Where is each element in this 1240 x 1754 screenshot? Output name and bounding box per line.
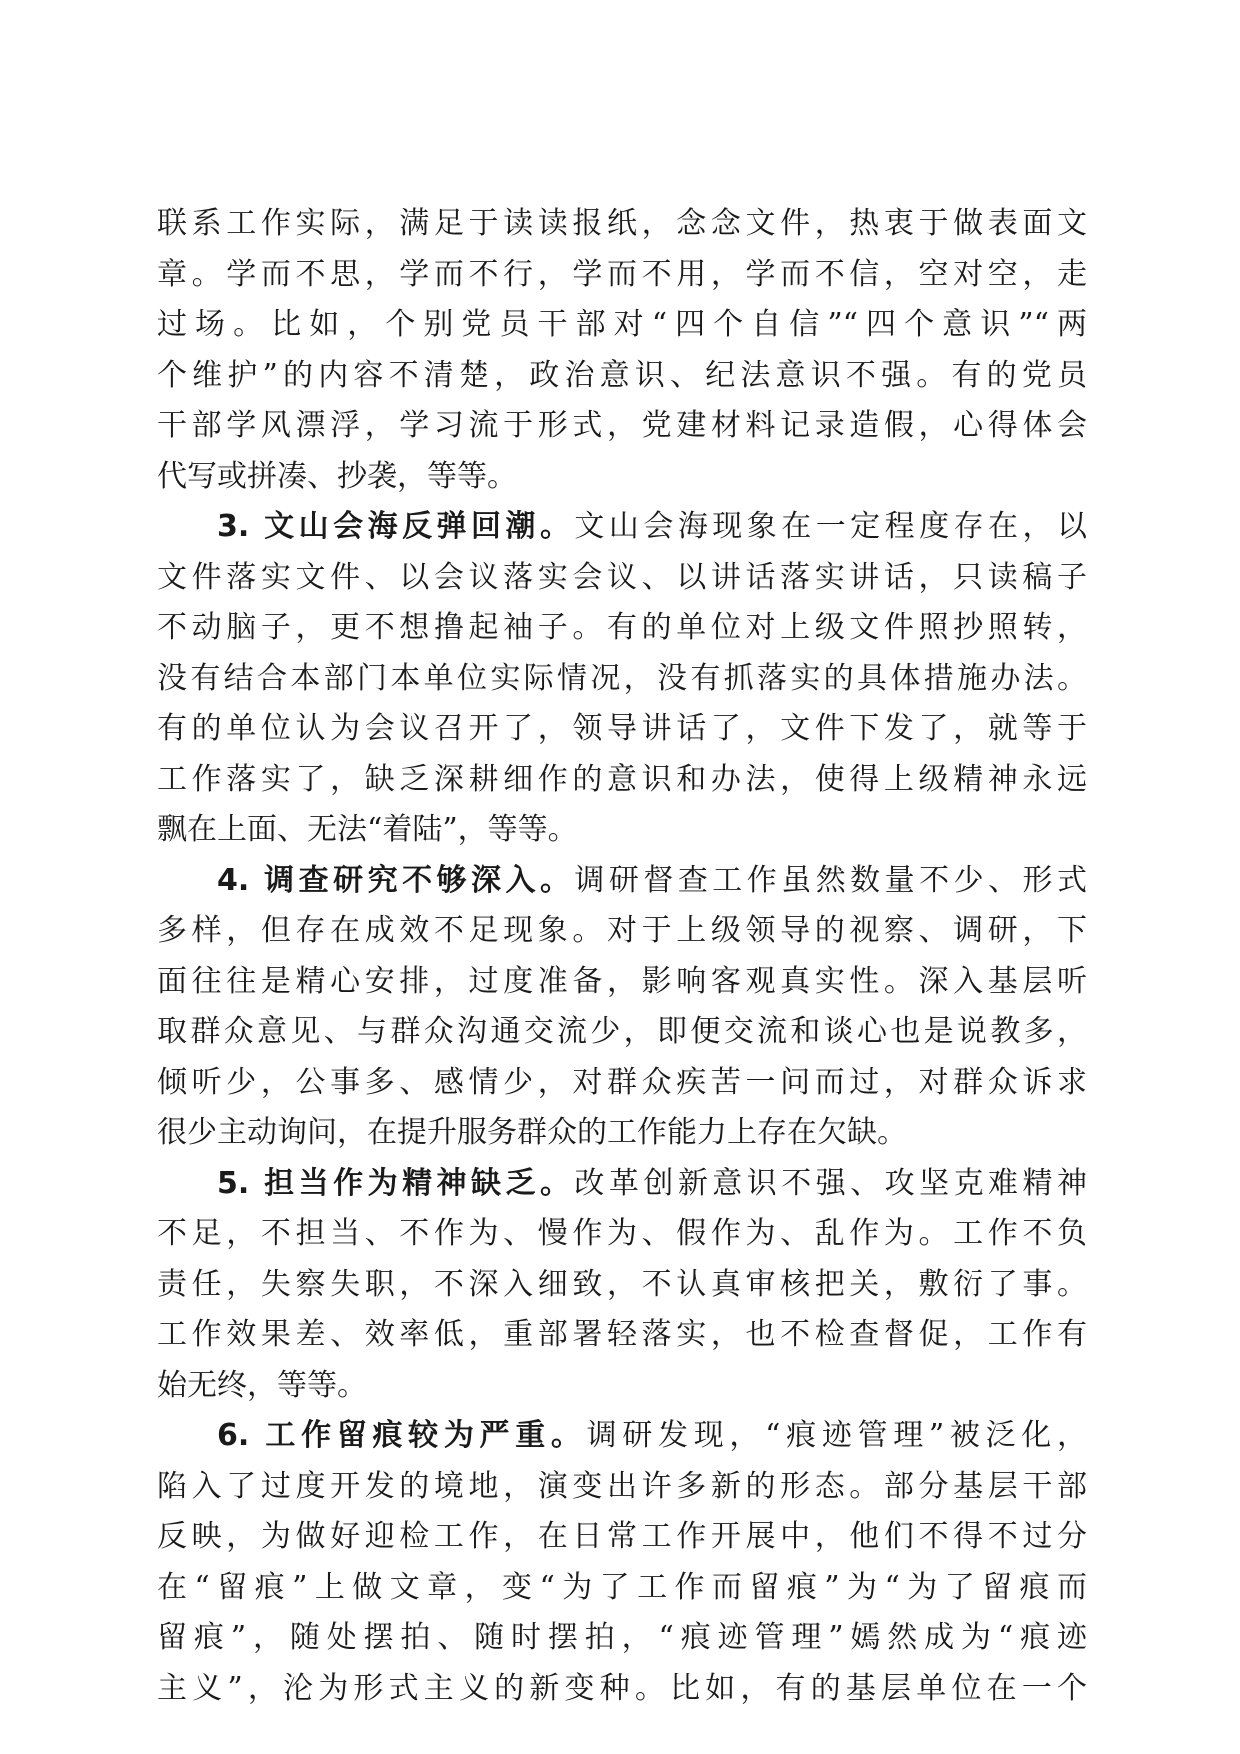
text-line: 主义”，沦为形式主义的新变种。比如，有的基层单位在一个: [157, 1670, 1087, 1706]
section-heading: 6. 工作留痕较为严重。: [217, 1418, 587, 1453]
text-run: 调研督查工作虽然数量不少、形式: [574, 862, 1088, 898]
text-line: 工作效果差、效率低，重部署轻落实，也不检查督促，工作有: [157, 1317, 1087, 1352]
paragraph-first-line: [157, 1411, 1087, 1462]
section-heading: 4. 调查研究不够深入。: [217, 862, 575, 898]
text-line: 联系工作实际，满足于读读报纸，念念文件，热衷于做表面文: [157, 206, 1087, 241]
text-line: 文件落实文件、以会议落实会议、以讲话落实讲话，只读稿子: [157, 559, 1087, 595]
paragraph-3: [157, 502, 1087, 856]
text-line: 干部学风漂浮，学习流于形式，党建材料记录造假，心得体会: [157, 408, 1087, 443]
text-line: 工作落实了，缺乏深耕细作的意识和办法，使得上级精神永远: [157, 761, 1087, 797]
text-line: 在“留痕”上做文章，变“为了工作而留痕”为“为了留痕而: [157, 1569, 1087, 1605]
section-heading: 5. 担当作为精神缺乏。: [217, 1165, 575, 1201]
text-line: 陷入了过度开发的境地，演变出许多新的形态。部分基层干部: [157, 1468, 1087, 1504]
text-run: 调研发现，“痕迹管理”被泛化，: [586, 1418, 1087, 1453]
text-line: 始无终，等等。: [157, 1367, 367, 1403]
paragraph-5: [157, 1159, 1087, 1412]
text-line: 倾听少，公事多、感情少，对群众疾苦一问而过，对群众诉求: [157, 1064, 1087, 1100]
text-line: 责任，失察失职，不深入细致，不认真审核把关，敷衍了事。: [157, 1266, 1087, 1302]
text-line: 过场。比如，个别党员干部对“四个自信”“四个意识”“两: [157, 307, 1087, 342]
text-line: 飘在上面、无法“着陆”，等等。: [157, 812, 578, 847]
text-line: 不动脑子，更不想撸起袖子。有的单位对上级文件照抄照转，: [157, 610, 1087, 645]
text-line: 反映，为做好迎检工作，在日常工作开展中，他们不得不过分: [157, 1519, 1087, 1554]
text-line: 面往往是精心安排，过度准备，影响客观真实性。深入基层听: [157, 963, 1087, 999]
section-heading: 3. 文山会海反弹回潮。: [217, 509, 575, 544]
paragraph-first-line: [157, 856, 1087, 907]
text-line: 个维护”的内容不清楚，政治意识、纪法意识不强。有的党员: [157, 357, 1087, 393]
text-line: 没有结合本部门本单位实际情况，没有抓落实的具体措施办法。: [157, 660, 1087, 696]
text-line: 章。学而不思，学而不行，学而不用，学而不信，空对空，走: [157, 256, 1087, 292]
text-line: 很少主动询问，在提升服务群众的工作能力上存在欠缺。: [157, 1115, 907, 1150]
text-line: 不足，不担当、不作为、慢作为、假作为、乱作为。工作不负: [157, 1216, 1087, 1251]
document-body: [157, 199, 1087, 1714]
text-line: 有的单位认为会议召开了，领导讲话了，文件下发了，就等于: [157, 711, 1087, 746]
paragraph-first-line: [157, 502, 1087, 553]
text-line: 取群众意见、与群众沟通交流少，即便交流和谈心也是说教多，: [157, 1014, 1087, 1049]
paragraph-6: [157, 1411, 1087, 1714]
text-run: 改革创新意识不强、攻坚克难精神: [574, 1165, 1088, 1201]
paragraph-continuation: [157, 199, 1087, 502]
text-line: 代写或拼凑、抄袭，等等。: [157, 458, 517, 494]
text-line: 留痕”，随处摆拍、随时摆拍，“痕迹管理”嫣然成为“痕迹: [157, 1620, 1087, 1655]
text-run: 文山会海现象在一定程度存在，以: [574, 509, 1088, 544]
paragraph-4: [157, 856, 1087, 1159]
paragraph-first-line: [157, 1159, 1087, 1210]
text-line: 多样，但存在成效不足现象。对于上级领导的视察、调研，下: [157, 913, 1087, 948]
